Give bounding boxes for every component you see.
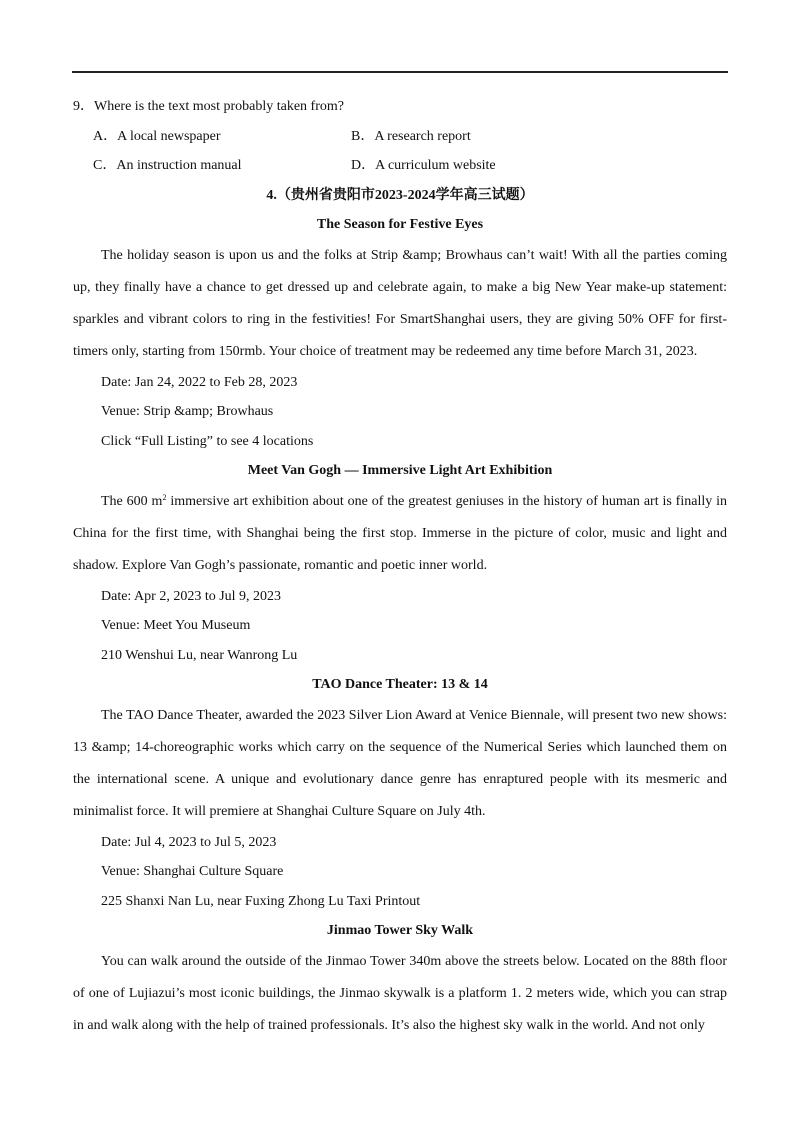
option-b: B．A research report <box>351 128 471 144</box>
section-body-van-gogh <box>73 486 727 582</box>
detail-date: Date: Jul 4, 2023 to Jul 5, 2023 <box>101 834 277 850</box>
section-body-tao-dance: The TAO Dance Theater, awarded the 2023 Silver Lion Award at Venice Biennale, will present two new shows: 13 &amp; 14-choreographic works which carry on the sequence of the Numerical Series which launched them on the international scene. A unique and evolutionary dance genre has enraptured people with its mesmeric and minimalist force. It will premiere at Shanghai Culture Square on July 4th. <box>73 707 727 819</box>
detail-venue: Venue: Strip &amp; Browhaus <box>101 404 274 419</box>
section-title-tao-dance: TAO Dance Theater: 13 & 14 <box>312 677 488 692</box>
answer-options <box>73 122 727 181</box>
detail-date: Date: Apr 2, 2023 to Jul 9, 2023 <box>101 588 282 604</box>
body-rest: immersive art exhibition about one of the greatest geniuses in the history of human art is finally in China for the first time, with Shanghai being the first stop. Immerse in the picture of color, music and light and shadow. Explore Van Gogh’s passionate, romantic and poetic inner world. <box>73 493 728 573</box>
detail-location: Click “Full Listing” to see 4 locations <box>101 433 314 449</box>
detail-venue: Venue: Meet You Museum <box>101 618 251 633</box>
option-a: A．A local newspaper <box>93 128 221 144</box>
header-rule <box>72 71 728 73</box>
section-body-festive-eyes: The holiday season is upon us and the folks at Strip &amp; Browhaus can’t wait! With all the parties coming up, they finally have a chance to get dressed up and celebrate again, to make a big New Year make-up statement: sparkles and vibrant colors to ring in the festivities! For SmartShanghai users, they are giving 50% OFF for first-timers only, starting from 150rmb. Your choice of treatment may be redeemed any time before March 31, 2023. <box>73 247 727 359</box>
option-d: D．A curriculum website <box>351 158 496 173</box>
detail-address: 225 Shanxi Nan Lu, near Fuxing Zhong Lu Taxi Printout <box>101 893 421 909</box>
detail-date: Date: Jan 24, 2022 to Feb 28, 2023 <box>101 374 298 390</box>
superscript-2: 2 <box>162 492 167 502</box>
detail-venue: Venue: Shanghai Culture Square <box>101 864 284 879</box>
passage-heading: 4.（贵州省贵阳市2023-2024学年高三试题） <box>266 187 534 203</box>
document-page <box>73 92 727 1042</box>
section-title-sky-walk: Jinmao Tower Sky Walk <box>326 923 474 938</box>
section-title-van-gogh: Meet Van Gogh — Immersive Light Art Exhibition <box>247 463 553 478</box>
option-c: C．An instruction manual <box>93 158 242 173</box>
question-stem: 9．Where is the text most probably taken from? <box>73 99 344 114</box>
detail-address: 210 Wenshui Lu, near Wanrong Lu <box>101 647 298 663</box>
section-title-festive-eyes: The Season for Festive Eyes <box>316 217 484 232</box>
body-start: The 600 m <box>101 493 163 509</box>
section-body-sky-walk: You can walk around the outside of the Jinmao Tower 340m above the streets below. Located on the 88th floor of one of Lujiazui’s most iconic buildings, the Jinmao skywalk is a platform 1. 2 meters wide, which you can strap in and walk along with the help of trained professionals. It’s also the highest sky walk in the world. And not only <box>73 953 727 1033</box>
